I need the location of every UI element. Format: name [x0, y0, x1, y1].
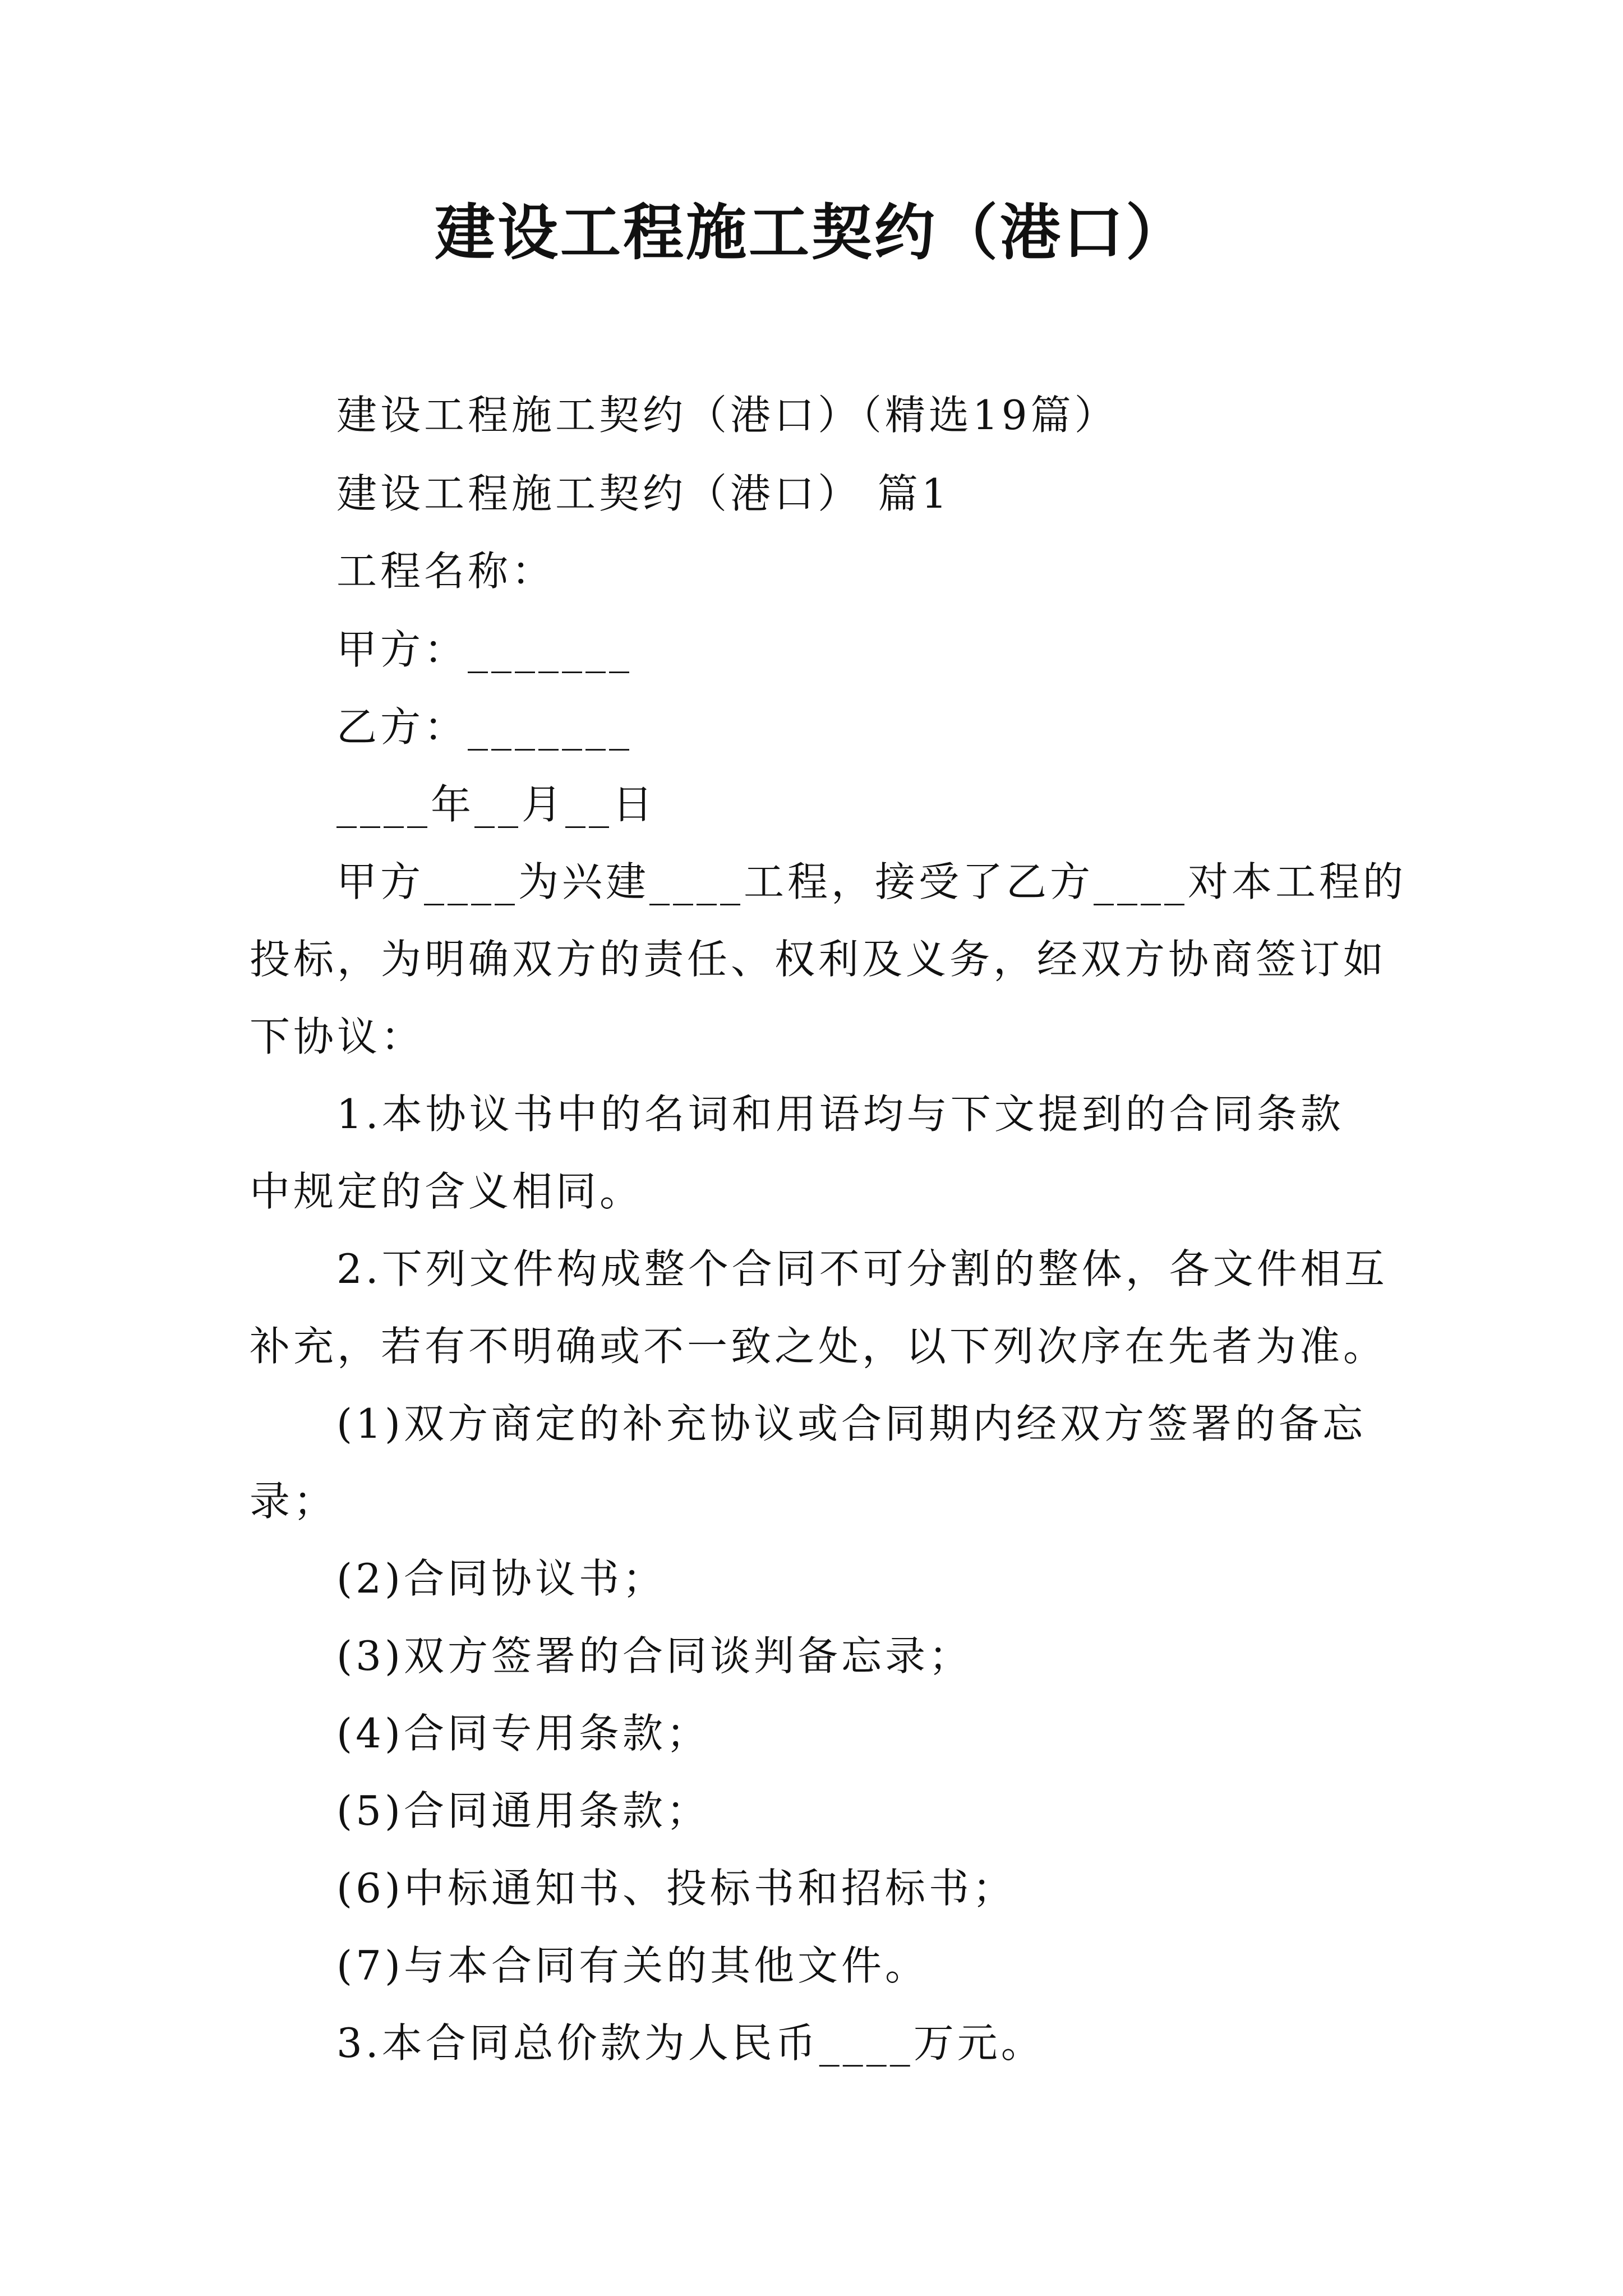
paragraph-line: 补充，若有不明确或不一致之处，以下列次序在先者为准。 [250, 1323, 1387, 1370]
list-item: (2)合同协议书； [336, 1555, 666, 1602]
paragraph-line: 投标，为明确双方的责任、权利及义务，经双方协商签订如 [250, 936, 1387, 983]
party-b-line: 乙方：_______ [336, 703, 633, 751]
list-item: (1)双方商定的补充协议或合同期内经双方签署的备忘 [336, 1400, 1366, 1447]
section-heading: 建设工程施工契约（港口） 篇1 [336, 470, 951, 517]
project-name-label: 工程名称： [336, 547, 556, 595]
list-item-continuation: 录； [250, 1478, 338, 1525]
date-line: ____年__月__日 [336, 781, 657, 828]
paragraph-line: 下协议： [250, 1013, 425, 1060]
list-item: (5)合同通用条款； [336, 1787, 710, 1834]
paragraph-line: 3.本合同总价款为人民币____万元。 [336, 2019, 1045, 2067]
list-item: (6)中标通知书、投标书和招标书； [336, 1865, 1016, 1912]
subtitle-line: 建设工程施工契约（港口）（精选19篇） [336, 392, 1118, 439]
list-item: (7)与本合同有关的其他文件。 [336, 1942, 929, 1989]
paragraph-line: 甲方____为兴建____工程，接受了乙方____对本工程的 [336, 858, 1407, 905]
list-item: (3)双方签署的合同谈判备忘录； [336, 1632, 972, 1680]
list-item: (4)合同专用条款； [336, 1710, 710, 1757]
party-a-line: 甲方：_______ [336, 626, 633, 673]
paragraph-line: 2.下列文件构成整个合同不可分割的整体，各文件相互 [336, 1245, 1388, 1292]
paragraph-line: 1.本协议书中的名词和用语均与下文提到的合同条款 [336, 1091, 1344, 1138]
paragraph-line: 中规定的含义相同。 [250, 1168, 644, 1215]
document-title: 建设工程施工契约（港口） [434, 197, 1188, 268]
